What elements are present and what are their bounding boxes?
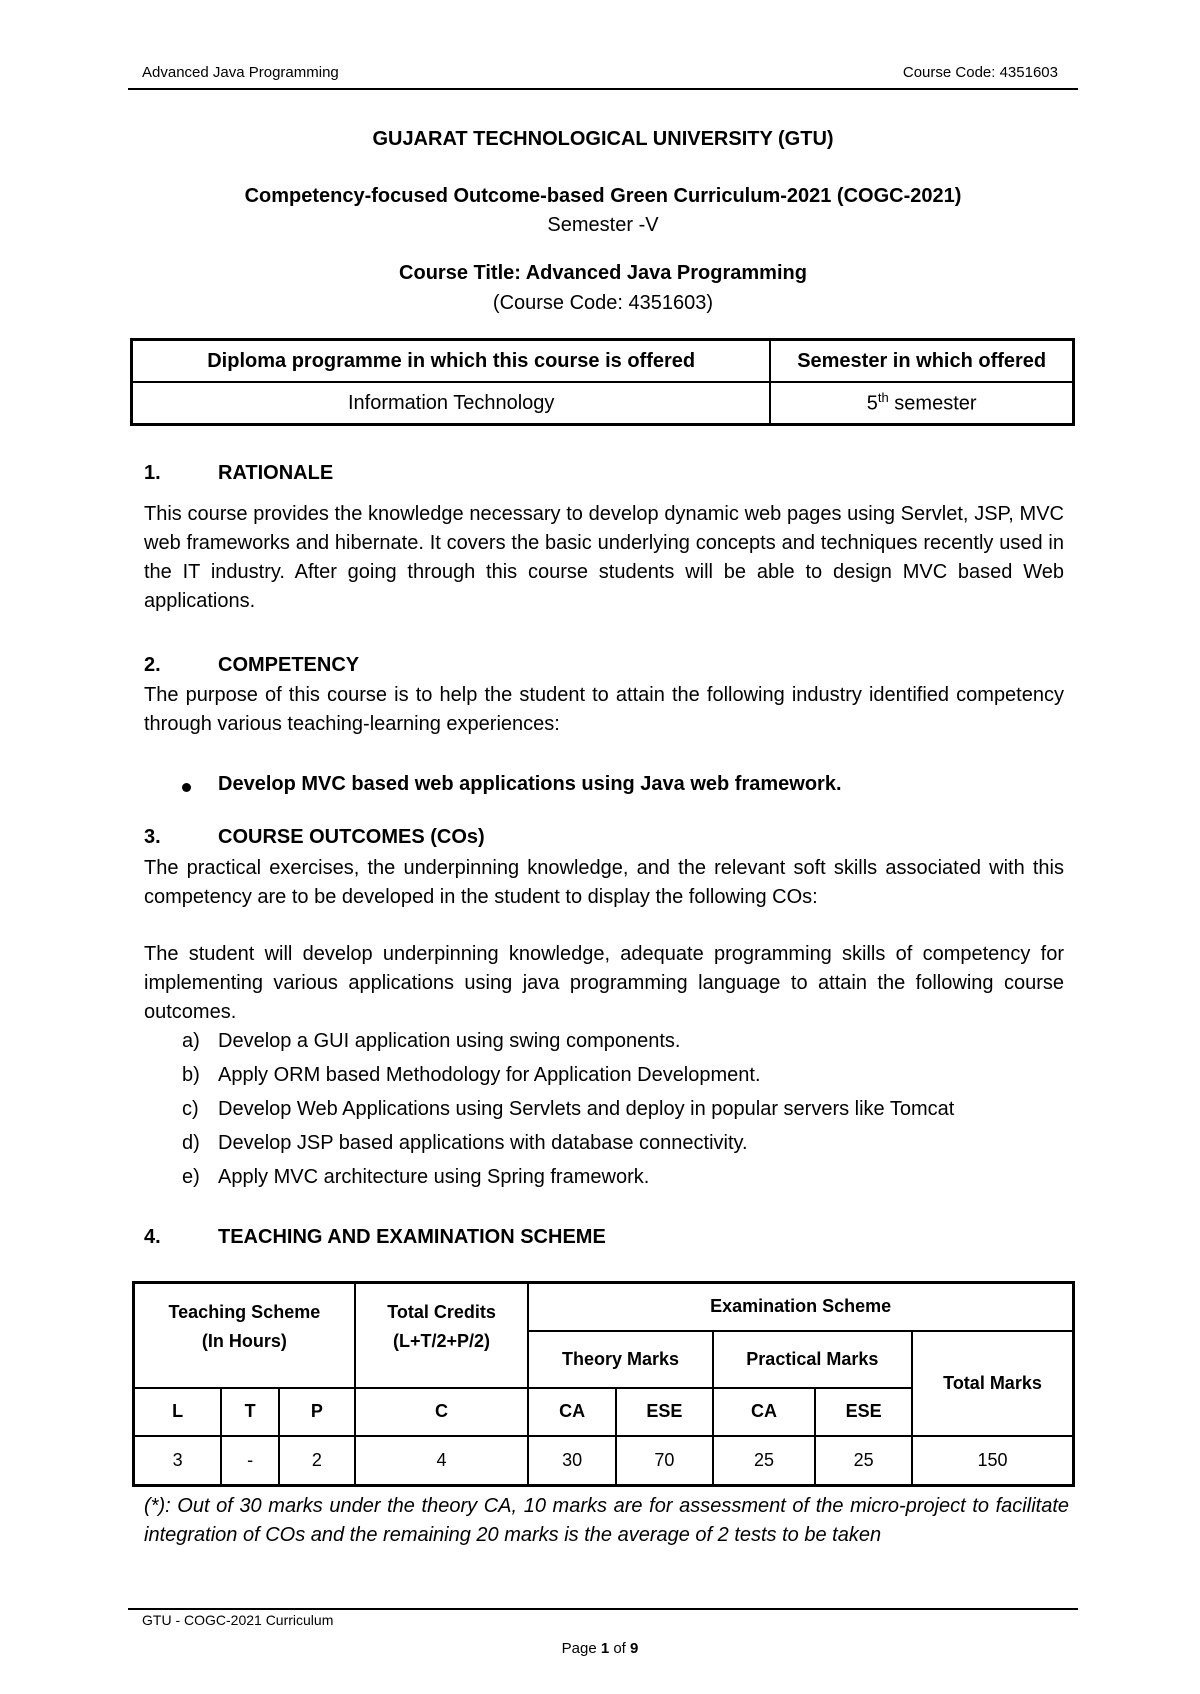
- col-theory-ese: ESE: [616, 1388, 713, 1436]
- course-title: Course Title: Advanced Java Programming: [399, 262, 807, 284]
- header-course-name: Advanced Java Programming: [142, 64, 339, 81]
- value-p: 2: [279, 1436, 355, 1486]
- value-theory-ca: 30: [528, 1436, 616, 1486]
- co-c-text: Develop Web Applications using Servlets and deploy in popular servers like Tomcat: [218, 1098, 955, 1120]
- teaching-scheme-header: [134, 1283, 355, 1388]
- total-marks-header: Total Marks: [912, 1331, 1073, 1436]
- co-b-letter: b): [182, 1064, 200, 1086]
- offer-header-semester: Semester in which offered: [770, 340, 1073, 383]
- value-t: -: [221, 1436, 279, 1486]
- theory-marks-header: Theory Marks: [528, 1331, 712, 1388]
- rationale-text: This course provides the knowledge necessary to develop dynamic web pages using Servlet, JSP, MVC web frameworks and hibernate. It covers the basic underlying concepts and techniques recently used in the IT industry. After going through this course students will be able to design MVC based Web applications.: [144, 503, 1064, 612]
- col-l: L: [134, 1388, 222, 1436]
- semester-word: semester: [888, 392, 977, 415]
- value-l: 3: [134, 1436, 222, 1486]
- co-b-text: Apply ORM based Methodology for Application Development.: [218, 1064, 761, 1086]
- semester-label: Semester -V: [547, 214, 659, 236]
- competency-text: The purpose of this course is to help the student to attain the following industry identified competency through various teaching-learning experiences:: [144, 684, 1064, 735]
- semester-number: 5: [866, 392, 878, 415]
- competency-bullet: Develop MVC based web applications using Java web framework.: [218, 773, 842, 795]
- offer-semester-value: [770, 382, 1073, 425]
- scheme-table: [132, 1281, 1075, 1487]
- practical-marks-header: Practical Marks: [713, 1331, 912, 1388]
- credits-formula: (L+T/2+P/2): [393, 1331, 491, 1351]
- col-theory-ca: CA: [528, 1388, 616, 1436]
- page-current: 1: [600, 1640, 610, 1657]
- co-d-letter: d): [182, 1132, 200, 1154]
- section-1-title: RATIONALE: [218, 462, 334, 484]
- examination-scheme-header: Examination Scheme: [528, 1283, 1073, 1331]
- section-2-title: COMPETENCY: [218, 654, 360, 676]
- page-prefix: Page: [561, 1640, 601, 1657]
- col-p: P: [279, 1388, 355, 1436]
- co-c-letter: c): [182, 1098, 199, 1120]
- section-3-title: COURSE OUTCOMES (COs): [218, 826, 485, 848]
- co-a-letter: a): [182, 1030, 200, 1052]
- bullet-icon: [182, 783, 191, 792]
- col-t: T: [221, 1388, 279, 1436]
- total-credits-header: [355, 1283, 529, 1388]
- col-practical-ese: ESE: [815, 1388, 912, 1436]
- header-course-code: Course Code: 4351603: [902, 64, 1058, 81]
- section-4-number: 4.: [144, 1226, 161, 1248]
- outcomes-text: The student will develop underpinning knowledge, adequate programming skills of competency for implementing various applications using java programming language to attain the following course outcomes.: [144, 943, 1064, 1023]
- scheme-footnote: (*): Out of 30 marks under the theory CA, 10 marks are for assessment of the micro-project to facilitate integration of COs and the remaining 20 marks is the average of 2 tests to be taken: [144, 1495, 1069, 1546]
- offer-table: [130, 338, 1075, 426]
- course-code: (Course Code: 4351603): [492, 292, 714, 314]
- co-e-text: Apply MVC architecture using Spring framework.: [218, 1166, 650, 1188]
- semester-suffix: th: [877, 390, 889, 406]
- value-practical-ca: 25: [713, 1436, 816, 1486]
- page-sep: of: [609, 1640, 631, 1657]
- teaching-scheme-label: Teaching Scheme: [168, 1302, 321, 1322]
- section-2-number: 2.: [144, 654, 161, 676]
- header-divider: [128, 88, 1078, 90]
- co-e-letter: e): [182, 1166, 200, 1188]
- offer-header-programme: Diploma programme in which this course is offered: [132, 340, 771, 383]
- value-theory-ese: 70: [616, 1436, 713, 1486]
- co-d-text: Develop JSP based applications with database connectivity.: [218, 1132, 748, 1154]
- university-title: GUJARAT TECHNOLOGICAL UNIVERSITY (GTU): [372, 128, 834, 150]
- offer-programme-value: Information Technology: [132, 382, 771, 425]
- value-c: 4: [355, 1436, 529, 1486]
- outcomes-intro: The practical exercises, the underpinning knowledge, and the relevant soft skills associated with this competency are to be developed in the student to display the following COs:: [144, 857, 1064, 908]
- footer-divider: [128, 1608, 1078, 1610]
- col-c: C: [355, 1388, 529, 1436]
- value-total-marks: 150: [912, 1436, 1073, 1486]
- section-1-number: 1.: [144, 462, 161, 484]
- section-4-title: TEACHING AND EXAMINATION SCHEME: [218, 1226, 606, 1248]
- value-practical-ese: 25: [815, 1436, 912, 1486]
- curriculum-title: Competency-focused Outcome-based Green Curriculum-2021 (COGC-2021): [244, 185, 962, 207]
- col-practical-ca: CA: [713, 1388, 816, 1436]
- page-total: 9: [630, 1640, 639, 1657]
- co-a-text: Develop a GUI application using swing components.: [218, 1030, 681, 1052]
- section-3-number: 3.: [144, 826, 161, 848]
- in-hours-label: (In Hours): [201, 1331, 287, 1351]
- total-credits-label: Total Credits: [387, 1302, 496, 1322]
- page-number: [0, 1640, 1200, 1657]
- footer-curriculum: GTU - COGC-2021 Curriculum: [142, 1612, 334, 1628]
